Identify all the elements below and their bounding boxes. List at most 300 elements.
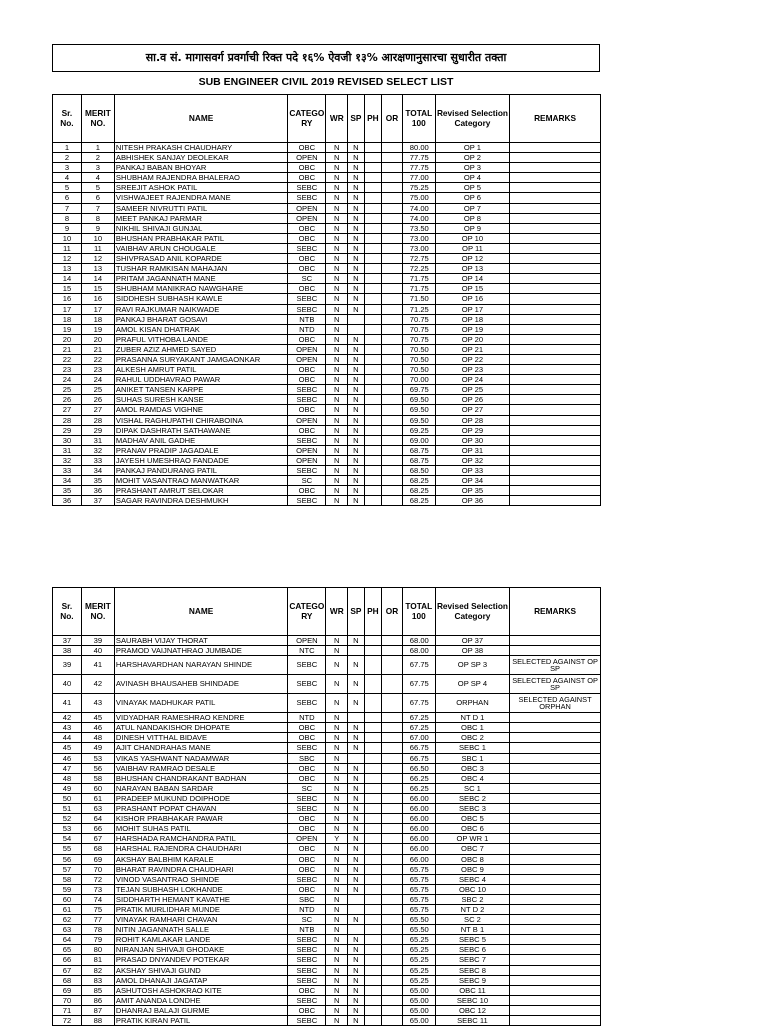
cell-category: OBC (288, 763, 326, 773)
cell-revised: OBC 1 (435, 723, 509, 733)
cell-name: ABHISHEK SANJAY DEOLEKAR (114, 153, 287, 163)
cell-sr: 59 (53, 884, 82, 894)
cell-merit: 70 (81, 864, 114, 874)
cell-remarks (510, 183, 601, 193)
cell-sp: N (348, 824, 365, 834)
cell-remarks (510, 1005, 601, 1015)
cell-or (382, 304, 403, 314)
cell-name: MADHAV ANIL GADHE (114, 435, 287, 445)
cell-sp: N (348, 466, 365, 476)
cell-remarks (510, 163, 601, 173)
cell-or (382, 753, 403, 763)
cell-or (382, 763, 403, 773)
cell-remarks (510, 874, 601, 884)
cell-ph (364, 945, 382, 955)
cell-category: OPEN (288, 445, 326, 455)
cell-merit: 17 (81, 304, 114, 314)
table-row (53, 763, 601, 773)
cell-merit: 32 (81, 445, 114, 455)
cell-revised: OP 34 (435, 476, 509, 486)
cell-wr: N (326, 894, 348, 904)
cell-remarks: SELECTED AGAINST ORPHAN (510, 694, 601, 713)
cell-name: NIKHIL SHIVAJI GUNJAL (114, 223, 287, 233)
cell-name: ATUL NANDAKISHOR DHOPATE (114, 723, 287, 733)
cell-wr: N (326, 694, 348, 713)
cell-or (382, 965, 403, 975)
cell-revised: OP 32 (435, 455, 509, 465)
cell-revised: OBC 6 (435, 824, 509, 834)
table-row (53, 375, 601, 385)
cell-or (382, 646, 403, 656)
cell-remarks (510, 354, 601, 364)
cell-sr: 53 (53, 824, 82, 834)
cell-or (382, 173, 403, 183)
cell-wr: N (326, 455, 348, 465)
cell-name: VINAYAK RAMHARI CHAVAN (114, 915, 287, 925)
cell-or (382, 636, 403, 646)
table-row (53, 223, 601, 233)
table-row (53, 405, 601, 415)
cell-wr: N (326, 425, 348, 435)
cell-sr: 17 (53, 304, 82, 314)
cell-revised: OP 26 (435, 395, 509, 405)
cell-wr: N (326, 804, 348, 814)
cell-sr: 33 (53, 466, 82, 476)
cell-name: PRAFUL VITHOBA LANDE (114, 334, 287, 344)
cell-total: 67.75 (402, 694, 435, 713)
cell-name: NITESH PRAKASH CHAUDHARY (114, 143, 287, 153)
cell-ph (364, 694, 382, 713)
cell-name: VISHWAJEET RAJENDRA MANE (114, 193, 287, 203)
cell-name: MOHIT SUHAS PATIL (114, 824, 287, 834)
cell-category: OBC (288, 733, 326, 743)
cell-sr: 36 (53, 496, 82, 506)
cell-sr: 41 (53, 694, 82, 713)
cell-sr: 54 (53, 834, 82, 844)
cell-wr: N (326, 955, 348, 965)
cell-merit: 64 (81, 814, 114, 824)
cell-sp: N (348, 783, 365, 793)
cell-name: ASHUTOSH ASHOKRAO KITE (114, 985, 287, 995)
cell-sp: N (348, 405, 365, 415)
cell-wr: N (326, 213, 348, 223)
cell-sr: 27 (53, 405, 82, 415)
cell-merit: 79 (81, 935, 114, 945)
cell-sp: N (348, 995, 365, 1005)
cell-revised: OBC 2 (435, 733, 509, 743)
cell-name: VINOD VASANTRAO SHINDE (114, 874, 287, 884)
cell-category: OBC (288, 864, 326, 874)
cell-remarks (510, 476, 601, 486)
cell-wr: N (326, 163, 348, 173)
cell-ph (364, 425, 382, 435)
cell-remarks (510, 264, 601, 274)
table-row (53, 656, 601, 675)
cell-wr: N (326, 783, 348, 793)
cell-name: AVINASH BHAUSAHEB SHINDADE (114, 675, 287, 694)
cell-name: AJIT CHANDRAHAS MANE (114, 743, 287, 753)
cell-merit: 81 (81, 955, 114, 965)
cell-total: 65.75 (402, 874, 435, 884)
cell-wr: N (326, 415, 348, 425)
table-row (53, 334, 601, 344)
cell-merit: 34 (81, 466, 114, 476)
cell-or (382, 985, 403, 995)
cell-total: 66.00 (402, 824, 435, 834)
cell-name: PRASANNA SURYAKANT JAMGAONKAR (114, 354, 287, 364)
table-row (53, 925, 601, 935)
cell-sp: N (348, 763, 365, 773)
cell-or (382, 743, 403, 753)
cell-sr: 21 (53, 344, 82, 354)
cell-sr: 60 (53, 894, 82, 904)
cell-name: VIKAS YASHWANT NADAMWAR (114, 753, 287, 763)
cell-remarks (510, 844, 601, 854)
cell-remarks (510, 723, 601, 733)
cell-category: OPEN (288, 213, 326, 223)
cell-or (382, 793, 403, 803)
cell-ph (364, 213, 382, 223)
cell-revised: OP 28 (435, 415, 509, 425)
cell-ph (364, 925, 382, 935)
cell-wr: N (326, 203, 348, 213)
cell-sr: 28 (53, 415, 82, 425)
cell-remarks (510, 455, 601, 465)
cell-category: SC (288, 783, 326, 793)
cell-wr: N (326, 763, 348, 773)
cell-sp: N (348, 365, 365, 375)
cell-merit: 49 (81, 743, 114, 753)
cell-total: 65.75 (402, 884, 435, 894)
cell-or (382, 334, 403, 344)
cell-name: AKSHAY SHIVAJI GUND (114, 965, 287, 975)
cell-sp: N (348, 486, 365, 496)
cell-wr: N (326, 375, 348, 385)
cell-total: 66.75 (402, 743, 435, 753)
cell-remarks (510, 985, 601, 995)
cell-remarks: SELECTED AGAINST OP SP (510, 656, 601, 675)
cell-revised: SEBC 1 (435, 743, 509, 753)
table-header-row (53, 95, 601, 143)
cell-ph (364, 365, 382, 375)
cell-name: VISHAL RAGHUPATHI CHIRABOINA (114, 415, 287, 425)
cell-merit: 36 (81, 486, 114, 496)
table-row (53, 143, 601, 153)
cell-or (382, 445, 403, 455)
cell-wr: N (326, 874, 348, 884)
cell-remarks (510, 713, 601, 723)
cell-sp: N (348, 153, 365, 163)
cell-ph (364, 733, 382, 743)
cell-sr: 46 (53, 753, 82, 763)
cell-total: 69.75 (402, 385, 435, 395)
cell-sp (348, 646, 365, 656)
cell-or (382, 466, 403, 476)
cell-name: PRASAD DNYANDEV POTEKAR (114, 955, 287, 965)
cell-wr: N (326, 844, 348, 854)
cell-ph (364, 415, 382, 425)
cell-sr: 9 (53, 223, 82, 233)
cell-revised: ORPHAN (435, 694, 509, 713)
cell-ph (364, 435, 382, 445)
cell-ph (364, 486, 382, 496)
cell-ph (364, 646, 382, 656)
cell-remarks (510, 193, 601, 203)
cell-name: TUSHAR RAMKISAN MAHAJAN (114, 264, 287, 274)
cell-total: 66.50 (402, 763, 435, 773)
cell-sp: N (348, 445, 365, 455)
cell-merit: 23 (81, 365, 114, 375)
cell-ph (364, 294, 382, 304)
cell-total: 77.75 (402, 163, 435, 173)
cell-total: 71.25 (402, 304, 435, 314)
cell-ph (364, 656, 382, 675)
cell-category: OBC (288, 723, 326, 733)
cell-ph (364, 314, 382, 324)
cell-category: SEBC (288, 945, 326, 955)
cell-category: OBC (288, 844, 326, 854)
cell-name: TEJAN SUBHASH LOKHANDE (114, 884, 287, 894)
cell-name: ROHIT KAMLAKAR LANDE (114, 935, 287, 945)
cell-sr: 13 (53, 264, 82, 274)
cell-ph (364, 804, 382, 814)
cell-wr: N (326, 486, 348, 496)
cell-revised: OP 31 (435, 445, 509, 455)
cell-remarks (510, 153, 601, 163)
cell-sp: N (348, 793, 365, 803)
cell-sr: 63 (53, 925, 82, 935)
cell-remarks (510, 486, 601, 496)
cell-or (382, 435, 403, 445)
cell-revised: SBC 1 (435, 753, 509, 763)
table-row (53, 733, 601, 743)
col-wr: WR (326, 588, 348, 636)
cell-sp: N (348, 385, 365, 395)
cell-name: AMOL DHANAJI JAGATAP (114, 975, 287, 985)
cell-or (382, 193, 403, 203)
cell-or (382, 915, 403, 925)
cell-merit: 45 (81, 713, 114, 723)
table-row (53, 183, 601, 193)
marathi-header: सा.व सं. मागासवर्ग प्रवर्गाची रिक्त पदे १६% ऐवजी १३% आरक्षणानुसारचा सुधारीत तक्ता (52, 44, 600, 72)
cell-remarks (510, 925, 601, 935)
cell-wr: N (326, 466, 348, 476)
cell-remarks (510, 445, 601, 455)
cell-category: SEBC (288, 1016, 326, 1026)
col-sp: SP (348, 588, 365, 636)
cell-revised: OP 38 (435, 646, 509, 656)
cell-total: 73.00 (402, 243, 435, 253)
cell-merit: 14 (81, 274, 114, 284)
cell-wr: N (326, 476, 348, 486)
cell-name: HARSHADA RAMCHANDRA PATIL (114, 834, 287, 844)
cell-or (382, 233, 403, 243)
cell-sr: 61 (53, 904, 82, 914)
table-row (53, 314, 601, 324)
col-remarks: REMARKS (510, 588, 601, 636)
cell-revised: NT D 2 (435, 904, 509, 914)
cell-total: 73.50 (402, 223, 435, 233)
cell-total: 68.75 (402, 455, 435, 465)
cell-revised: SEBC 8 (435, 965, 509, 975)
cell-category: SEBC (288, 466, 326, 476)
cell-revised: OBC 11 (435, 985, 509, 995)
cell-revised: SEBC 11 (435, 1016, 509, 1026)
cell-name: PANKAJ BHARAT GOSAVI (114, 314, 287, 324)
cell-remarks (510, 804, 601, 814)
cell-wr: N (326, 733, 348, 743)
cell-name: SREEJIT ASHOK PATIL (114, 183, 287, 193)
cell-total: 65.00 (402, 1005, 435, 1015)
cell-name: PRITAM JAGANNATH MANE (114, 274, 287, 284)
cell-total: 68.00 (402, 646, 435, 656)
table-row (53, 385, 601, 395)
cell-wr: N (326, 925, 348, 935)
cell-total: 74.00 (402, 203, 435, 213)
table-row (53, 945, 601, 955)
cell-category: SC (288, 915, 326, 925)
cell-ph (364, 375, 382, 385)
cell-category: SEBC (288, 675, 326, 694)
cell-category: OBC (288, 143, 326, 153)
cell-category: OBC (288, 375, 326, 385)
cell-or (382, 143, 403, 153)
cell-or (382, 425, 403, 435)
cell-ph (364, 183, 382, 193)
cell-merit: 85 (81, 985, 114, 995)
cell-remarks (510, 324, 601, 334)
cell-wr: N (326, 294, 348, 304)
cell-name: PRASHANT AMRUT SELOKAR (114, 486, 287, 496)
cell-total: 68.50 (402, 466, 435, 476)
cell-sr: 49 (53, 783, 82, 793)
cell-ph (364, 304, 382, 314)
cell-merit: 21 (81, 344, 114, 354)
cell-remarks (510, 975, 601, 985)
cell-wr: N (326, 274, 348, 284)
cell-sr: 52 (53, 814, 82, 824)
cell-ph (364, 284, 382, 294)
cell-remarks (510, 365, 601, 375)
cell-sp: N (348, 834, 365, 844)
cell-merit: 12 (81, 254, 114, 264)
cell-merit: 56 (81, 763, 114, 773)
cell-or (382, 804, 403, 814)
cell-sp: N (348, 743, 365, 753)
cell-or (382, 713, 403, 723)
table-row (53, 1016, 601, 1026)
cell-name: SHUBHAM RAJENDRA BHALERAO (114, 173, 287, 183)
table-row (53, 455, 601, 465)
cell-sr: 69 (53, 985, 82, 995)
cell-total: 65.00 (402, 985, 435, 995)
cell-sp: N (348, 264, 365, 274)
cell-wr: N (326, 153, 348, 163)
cell-name: VAIBHAV ARUN CHOUGALE (114, 243, 287, 253)
cell-total: 68.25 (402, 496, 435, 506)
cell-sp: N (348, 274, 365, 284)
cell-revised: OP 11 (435, 243, 509, 253)
cell-wr: N (326, 496, 348, 506)
cell-merit: 5 (81, 183, 114, 193)
cell-name: HARSHAVARDHAN NARAYAN SHINDE (114, 656, 287, 675)
cell-merit: 19 (81, 324, 114, 334)
cell-remarks (510, 646, 601, 656)
table-row (53, 415, 601, 425)
cell-category: OPEN (288, 203, 326, 213)
cell-total: 74.00 (402, 213, 435, 223)
cell-category: SEBC (288, 965, 326, 975)
cell-merit: 10 (81, 233, 114, 243)
cell-sp: N (348, 233, 365, 243)
cell-merit: 1 (81, 143, 114, 153)
cell-sr: 2 (53, 153, 82, 163)
table-row (53, 773, 601, 783)
cell-or (382, 385, 403, 395)
cell-category: SEBC (288, 955, 326, 965)
cell-sr: 48 (53, 773, 82, 783)
cell-total: 66.25 (402, 773, 435, 783)
cell-remarks (510, 294, 601, 304)
cell-wr: N (326, 143, 348, 153)
cell-name: AMOL RAMDAS VIGHNE (114, 405, 287, 415)
cell-or (382, 294, 403, 304)
cell-name: ANIKET TANSEN KARPE (114, 385, 287, 395)
cell-merit: 2 (81, 153, 114, 163)
cell-revised: SC 2 (435, 915, 509, 925)
cell-revised: OP SP 4 (435, 675, 509, 694)
cell-sp: N (348, 425, 365, 435)
cell-merit: 8 (81, 213, 114, 223)
cell-ph (364, 324, 382, 334)
cell-sp: N (348, 344, 365, 354)
cell-remarks (510, 395, 601, 405)
cell-category: OBC (288, 365, 326, 375)
cell-merit: 48 (81, 733, 114, 743)
cell-ph (364, 1016, 382, 1026)
col-total: TOTAL 100 (402, 95, 435, 143)
cell-merit: 11 (81, 243, 114, 253)
cell-total: 65.75 (402, 864, 435, 874)
cell-or (382, 476, 403, 486)
cell-category: NTD (288, 324, 326, 334)
cell-sr: 55 (53, 844, 82, 854)
cell-sr: 19 (53, 324, 82, 334)
cell-ph (364, 466, 382, 476)
cell-revised: OP 25 (435, 385, 509, 395)
cell-sp: N (348, 455, 365, 465)
cell-wr: N (326, 864, 348, 874)
cell-or (382, 935, 403, 945)
cell-sp: N (348, 975, 365, 985)
cell-merit: 6 (81, 193, 114, 203)
cell-category: SEBC (288, 496, 326, 506)
cell-or (382, 874, 403, 884)
cell-ph (364, 153, 382, 163)
cell-ph (364, 254, 382, 264)
cell-merit: 63 (81, 804, 114, 814)
cell-category: SEBC (288, 975, 326, 985)
cell-category: OBC (288, 773, 326, 783)
cell-revised: OP 37 (435, 636, 509, 646)
document-title: SUB ENGINEER CIVIL 2019 REVISED SELECT LIST (198, 76, 454, 88)
cell-total: 69.50 (402, 415, 435, 425)
cell-or (382, 656, 403, 675)
cell-category: NTC (288, 646, 326, 656)
cell-remarks (510, 1016, 601, 1026)
cell-or (382, 405, 403, 415)
cell-merit: 60 (81, 783, 114, 793)
